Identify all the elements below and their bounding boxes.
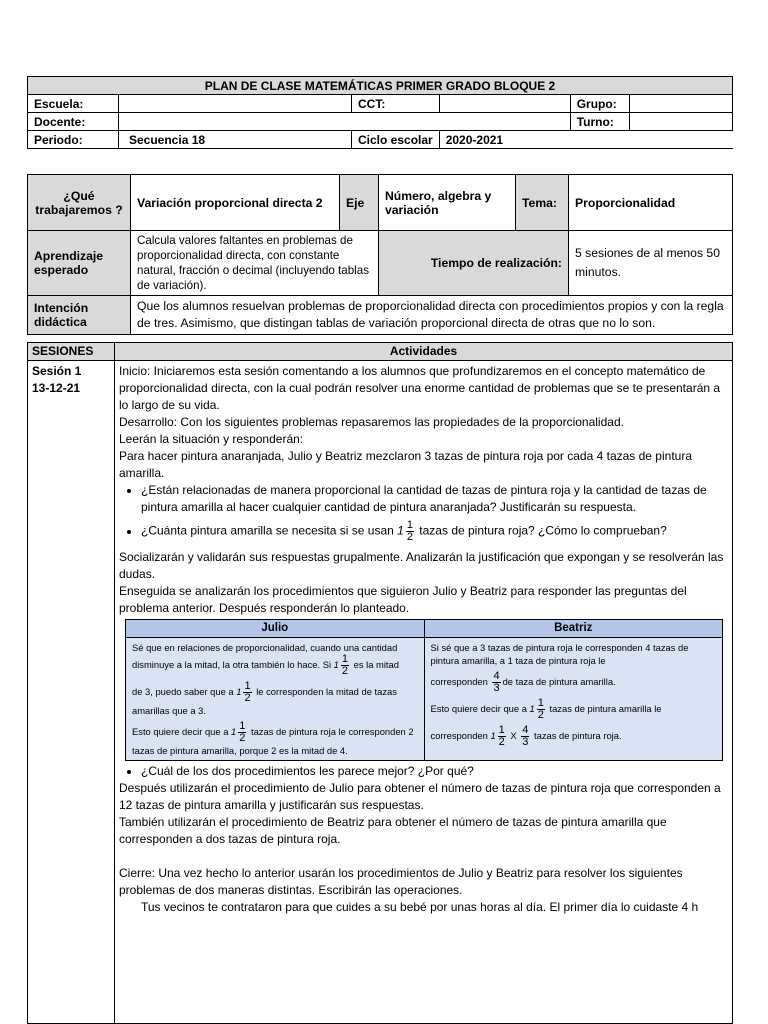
desarrollo-paragraph: Desarrollo: Con los siguientes problemas repasaremos las propiedades de la proporcionalidad. xyxy=(119,415,624,429)
question-1: • ¿Están relacionadas de manera proporcional la cantidad de tazas de pintura roja y la cantidad de tazas de pintura amarilla al hacer cualquier cantidad de pintura anaranjada? Justificarán su respuesta. xyxy=(141,482,728,516)
tiempo-label: Tiempo de realización: xyxy=(379,231,569,296)
escuela-label: Escuela: xyxy=(28,95,119,113)
cct-label: CCT: xyxy=(352,95,440,113)
intencion-label: Intención didáctica xyxy=(28,296,131,335)
cierre-paragraph: Cierre: Una vez hecho lo anterior usarán los procedimientos de Julio y Beatriz para resolver los siguientes problemas de dos maneras distintas. Escribirán las operaciones. xyxy=(119,866,683,897)
escuela-value xyxy=(119,95,352,113)
beatriz-header: Beatriz xyxy=(424,620,723,638)
fraction-four-thirds: $\frac{4}{3}$ xyxy=(493,670,500,694)
fraction-one-half: $\frac{1}{2}$ xyxy=(239,720,246,744)
header-table xyxy=(27,76,733,149)
fraction-one-half: $\frac{1}{2}$ xyxy=(341,653,349,677)
tema-value: Proporcionalidad xyxy=(569,175,733,231)
ciclo-value: 2020-2021 xyxy=(439,131,732,149)
despues-paragraph: Después utilizarán el procedimiento de Julio para obtener el número de tazas de pintura roja que corresponden a 12 tazas de pintura amarilla y justificarán sus respuestas. xyxy=(119,781,721,812)
que-trabajaremos-label: ¿Qué trabajaremos ? xyxy=(28,175,131,231)
sessions-table xyxy=(27,342,733,1024)
sesiones-header: SESIONES xyxy=(28,343,115,361)
socializaran-paragraph: Socializarán y validarán sus respuestas grupalmente. Analizarán la justificación que expongan y se resolverán las dudas. xyxy=(119,550,724,581)
grupo-label: Grupo: xyxy=(570,95,629,113)
inicio-paragraph: Inicio: Iniciaremos esta sesión comentando a los alumnos que profundizaremos en el concepto matemático de proporcionalidad directa, con la cual podrán resolver una enorme cantidad de problemas que se te presentarán a lo largo de su vida. xyxy=(119,364,721,412)
fraction-one-half: $\frac{1}{2}$ xyxy=(537,697,544,721)
session-1-cell xyxy=(28,361,115,1024)
question-2: • ¿Cuánta pintura amarilla se necesita si se usan 1 $\frac{1}{2}$ tazas de pintura roja? ¿Cómo lo comprueban? xyxy=(141,520,728,543)
grupo-value xyxy=(629,95,732,113)
turno-value xyxy=(629,113,732,131)
question-4: • Tus vecinos te contrataron para que cuides a su bebé por unas horas al día. El primer día lo cuidaste 4 h xyxy=(141,899,728,916)
questions-list-2 xyxy=(119,763,728,780)
procedures-table xyxy=(125,619,723,761)
info-table xyxy=(27,174,733,335)
fraction-four-thirds: $\frac{4}{3}$ xyxy=(522,724,529,748)
docente-label: Docente: xyxy=(28,113,119,131)
eje-value: Número, algebra y variación xyxy=(379,175,516,231)
fraction-one-half: $\frac{1}{2}$ xyxy=(498,724,505,748)
periodo-value: Secuencia 18 xyxy=(119,131,352,149)
fraction-one-half: $\frac{1}{2}$ xyxy=(244,680,251,704)
que-trabajaremos-value: Variación proporcional directa 2 xyxy=(131,175,340,231)
beatriz-procedure: Si sé que a 3 tazas de pintura roja le corresponden 4 tazas de pintura amarilla, a 1 taza de pintura roja le corresponden $\frac{4}{3}$ de taza de pintura amarilla. Esto quiere decir que a 1 $\frac{1}{2}$ tazas de pintura amarilla le corresponden 1 $\frac{1}{2}$ X $\frac{4}{3}$ tazas de pintura roja. xyxy=(424,638,723,761)
docente-value xyxy=(119,113,571,131)
actividades-header: Actividades xyxy=(115,343,733,361)
aprendizaje-value: Calcula valores faltantes en problemas de proporcionalidad directa, con constante natural, fracción o decimal (incluyendo tablas de variación). xyxy=(131,231,379,296)
tema-label: Tema: xyxy=(516,175,569,231)
cct-value xyxy=(439,95,570,113)
leeran-paragraph: Leerán la situación y responderán: xyxy=(119,432,304,446)
intencion-value: Que los alumnos resuelvan problemas de proporcionalidad directa con procedimientos propios y con la regla de tres. Asimismo, que distingan tablas de variación proporcional directa de otras que no lo son. xyxy=(131,296,733,335)
julio-header: Julio xyxy=(126,620,425,638)
tambien-paragraph: También utilizarán el procedimiento de Beatriz para obtener el número de tazas de pintura amarilla que corresponden a dos tazas de pintura roja. xyxy=(119,815,667,846)
ciclo-label: Ciclo escolar xyxy=(352,131,440,149)
julio-procedure: Sé que en relaciones de proporcionalidad, cuando una cantidad disminuye a la mitad, la otra también lo hace. Si 1 $\frac{1}{2}$ es la mitad de 3, puedo saber que a 1 $\frac{1}{2}$ le corresponden la mitad de tazas amarillas que a 3. Esto quiere decir que a 1 $\frac{1}{2}$ tazas de pintura roja le corresponden 2 tazas de pintura amarilla, porque 2 es la mitad de 4. xyxy=(126,638,425,761)
eje-label: Eje xyxy=(340,175,379,231)
situacion-paragraph: Para hacer pintura anaranjada, Julio y Beatriz mezclaron 3 tazas de pintura roja por cada 4 tazas de pintura amarilla. xyxy=(119,449,692,480)
session-1-label: Sesión 1 xyxy=(32,364,82,378)
session-1-date: 13-12-21 xyxy=(32,381,81,395)
document-title: PLAN DE CLASE MATEMÁTICAS PRIMER GRADO BLOQUE 2 xyxy=(28,77,733,95)
periodo-label: Periodo: xyxy=(28,131,119,149)
aprendizaje-label: Aprendizaje esperado xyxy=(28,231,131,296)
fraction-one-half: $\frac{1}{2}$ xyxy=(406,519,413,543)
question-3: • ¿Cuál de los dos procedimientos les parece mejor? ¿Por qué? xyxy=(141,763,728,780)
activities-cell xyxy=(115,361,733,1024)
questions-list-3 xyxy=(119,899,728,916)
turno-label: Turno: xyxy=(570,113,629,131)
tiempo-value: 5 sesiones de al menos 50 minutos. xyxy=(569,231,733,296)
questions-list-1 xyxy=(119,482,728,543)
enseguida-paragraph: Enseguida se analizarán los procedimientos que siguieron Julio y Beatriz para responder las preguntas del problema anterior. Después responderán lo planteado. xyxy=(119,584,687,615)
